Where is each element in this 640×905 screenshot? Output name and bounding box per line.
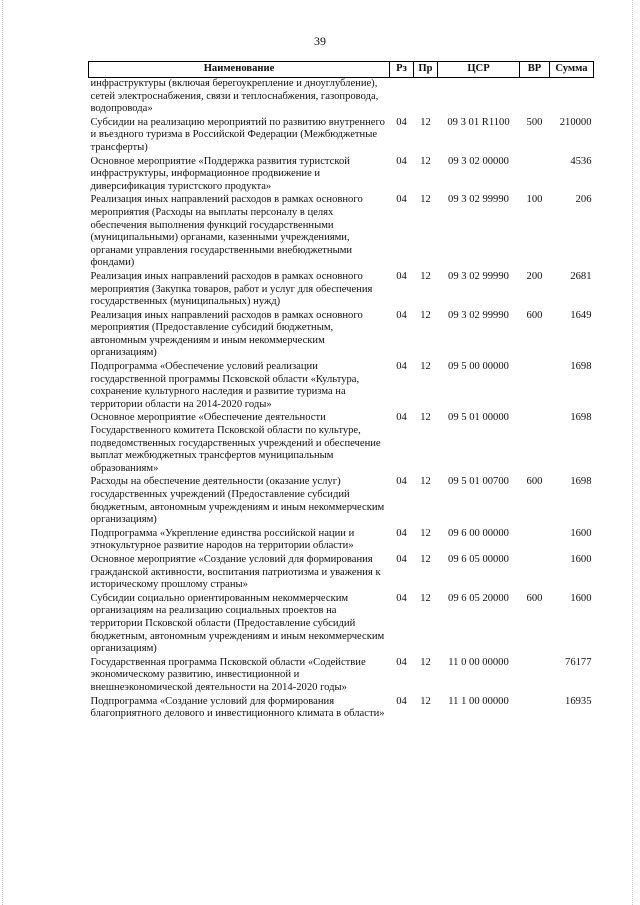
row-csr: 09 5 01 00000: [448, 412, 509, 424]
row-name: инфраструктуры (включая берегоукрепление и дноуглубление), сетей электроснабжения, связи и теплоснабжения, газопровода, водопровода»: [90, 78, 379, 115]
row-vr: [520, 156, 550, 195]
row-name: Подпрограмма «Создание условий для формирования благоприятного делового и инвестиционного климата в области»: [90, 695, 385, 720]
row-csr: 09 5 00 00000: [448, 361, 509, 373]
row-rz: 04: [396, 527, 407, 539]
table-row: [89, 310, 594, 361]
row-vr: 600: [526, 592, 543, 604]
row-pr: 12: [420, 309, 431, 321]
table-row: [89, 554, 594, 593]
table-row: [89, 117, 594, 156]
row-sum: 1649: [570, 309, 592, 321]
table-row: [89, 78, 594, 117]
row-csr: 09 6 05 00000: [448, 553, 509, 565]
row-rz: 04: [396, 592, 407, 604]
row-sum: 4536: [570, 155, 592, 167]
header-sum: Сумма: [550, 62, 594, 78]
row-sum: 1600: [570, 592, 592, 604]
row-sum: 76177: [565, 656, 592, 668]
row-rz: 04: [396, 309, 407, 321]
row-sum: 1600: [570, 553, 592, 565]
header-name: Наименование: [89, 62, 390, 78]
row-pr: 12: [420, 592, 431, 604]
table-row: [89, 412, 594, 476]
row-vr: [520, 554, 550, 593]
row-csr: 09 6 05 20000: [448, 592, 509, 604]
row-vr: [520, 412, 550, 476]
row-rz: 04: [396, 553, 407, 565]
row-csr: 09 3 02 99990: [448, 309, 509, 321]
row-rz: 04: [396, 116, 407, 128]
row-sum: 1698: [570, 361, 592, 373]
row-vr: [520, 361, 550, 412]
table-row: [89, 271, 594, 310]
row-csr: 09 3 02 99990: [448, 270, 509, 282]
row-vr: 100: [526, 194, 543, 206]
row-rz: 04: [396, 656, 407, 668]
row-pr: 12: [420, 361, 431, 373]
header-pr: Пр: [414, 62, 438, 78]
row-pr: 12: [420, 194, 431, 206]
row-pr: 12: [420, 656, 431, 668]
row-csr: 09 5 01 00700: [448, 476, 509, 488]
row-sum: 210000: [559, 116, 592, 128]
row-name: Основное мероприятие «Поддержка развития туристской инфраструктуры, информационное продвижение и диверсификация туристского продукта»: [90, 155, 350, 192]
row-rz: 04: [396, 412, 407, 424]
row-name: Субсидии социально ориентированным некоммерческим организациям на реализацию социальных проектов на территории Псковской области (Предоставление субсидий бюджетным, автономным учреждениям и иным некоммерческим организациям): [90, 592, 385, 655]
budget-table: [88, 61, 594, 722]
row-csr: 09 6 00 00000: [448, 527, 509, 539]
table-row: [89, 593, 594, 657]
row-vr: 200: [526, 270, 543, 282]
scan-left-edge: [2, 0, 4, 905]
row-sum: [550, 78, 594, 117]
scan-right-edge: [632, 0, 634, 905]
row-vr: [520, 696, 550, 722]
row-pr: 12: [420, 695, 431, 707]
row-pr: 12: [420, 270, 431, 282]
page-number: 39: [314, 34, 326, 48]
row-csr: 09 3 02 99990: [448, 194, 509, 206]
row-rz: 04: [396, 270, 407, 282]
row-name: Подпрограмма «Укрепление единства российской нации и этнокультурное развитие народов на территории области»: [90, 527, 355, 552]
row-rz: [390, 78, 414, 117]
row-rz: 04: [396, 155, 407, 167]
row-sum: 2681: [570, 270, 592, 282]
table-row: [89, 696, 594, 722]
row-vr: [520, 528, 550, 554]
row-pr: 12: [420, 155, 431, 167]
row-name: Государственная программа Псковской области «Содействие экономическому развитию, инвестиционной и внешнеэкономической деятельности на 2014-2020 годы»: [90, 656, 366, 693]
row-name: Реализация иных направлений расходов в рамках основного мероприятия (Предоставление субсидий бюджетным, автономным учреждениям и иным некоммерческим организациям): [90, 309, 363, 359]
row-sum: 1600: [570, 527, 592, 539]
row-csr: 09 3 01 R1100: [447, 116, 510, 128]
table-row: [89, 476, 594, 527]
row-pr: 12: [420, 476, 431, 488]
row-name: Субсидии на реализацию мероприятий по развитию внутреннего и въездного туризма в Российской Федерации (Межбюджетные трансферты): [90, 116, 385, 153]
table-row: [89, 361, 594, 412]
row-pr: [414, 78, 438, 117]
row-sum: 206: [575, 194, 592, 206]
row-pr: 12: [420, 116, 431, 128]
row-rz: 04: [396, 476, 407, 488]
table-row: [89, 528, 594, 554]
row-vr: 600: [526, 309, 543, 321]
row-rz: 04: [396, 695, 407, 707]
row-csr: 09 3 02 00000: [448, 155, 509, 167]
row-sum: 1698: [570, 412, 592, 424]
row-pr: 12: [420, 527, 431, 539]
table-row: [89, 657, 594, 696]
row-rz: 04: [396, 194, 407, 206]
header-rz: Рз: [390, 62, 414, 78]
row-vr: 600: [526, 476, 543, 488]
row-name: Реализация иных направлений расходов в рамках основного мероприятия (Расходы на выплаты персоналу в целях обеспечения выполнения функций государственными (муниципальными) органами, казенными учреждениями, органами управления государственными внебюджетными фондами): [90, 194, 363, 269]
header-vr: ВР: [520, 62, 550, 78]
row-csr: 11 0 00 00000: [448, 656, 509, 668]
table-row: [89, 156, 594, 195]
row-pr: 12: [420, 412, 431, 424]
row-sum: 16935: [565, 695, 592, 707]
row-vr: 500: [526, 116, 543, 128]
header-csr: ЦСР: [438, 62, 520, 78]
row-name: Расходы на обеспечение деятельности (оказание услуг) государственных учреждений (Предоставление субсидий бюджетным, автономным учреждениям и иным некоммерческим организациям): [90, 476, 385, 526]
row-rz: 04: [396, 361, 407, 373]
row-name: Основное мероприятие «Обеспечение деятельности Государственного комитета Псковской области по культуре, подведомственных государственных учреждений и обеспечение выплат межбюджетных трансфертов муниципальным образованиям»: [90, 412, 381, 474]
row-csr: [438, 78, 520, 117]
row-pr: 12: [420, 553, 431, 565]
row-sum: 1698: [570, 476, 592, 488]
table-row: [89, 194, 594, 271]
row-name: Реализация иных направлений расходов в рамках основного мероприятия (Закупка товаров, работ и услуг для обеспечения государственных (муниципальных) нужд): [90, 270, 373, 308]
row-csr: 11 1 00 00000: [448, 695, 509, 707]
row-vr: [520, 657, 550, 696]
table-header-row: [89, 62, 594, 78]
row-name: Основное мероприятие «Создание условий для формирования гражданской активности, воспитания патриотизма и уважения к историческому прошлому страны»: [90, 553, 381, 591]
row-name: Подпрограмма «Обеспечение условий реализации государственной программы Псковской области «Культура, сохранение культурного наследия и развитие туризма на территории области на 2014-2020 годы»: [90, 361, 360, 410]
row-vr: [520, 78, 550, 117]
